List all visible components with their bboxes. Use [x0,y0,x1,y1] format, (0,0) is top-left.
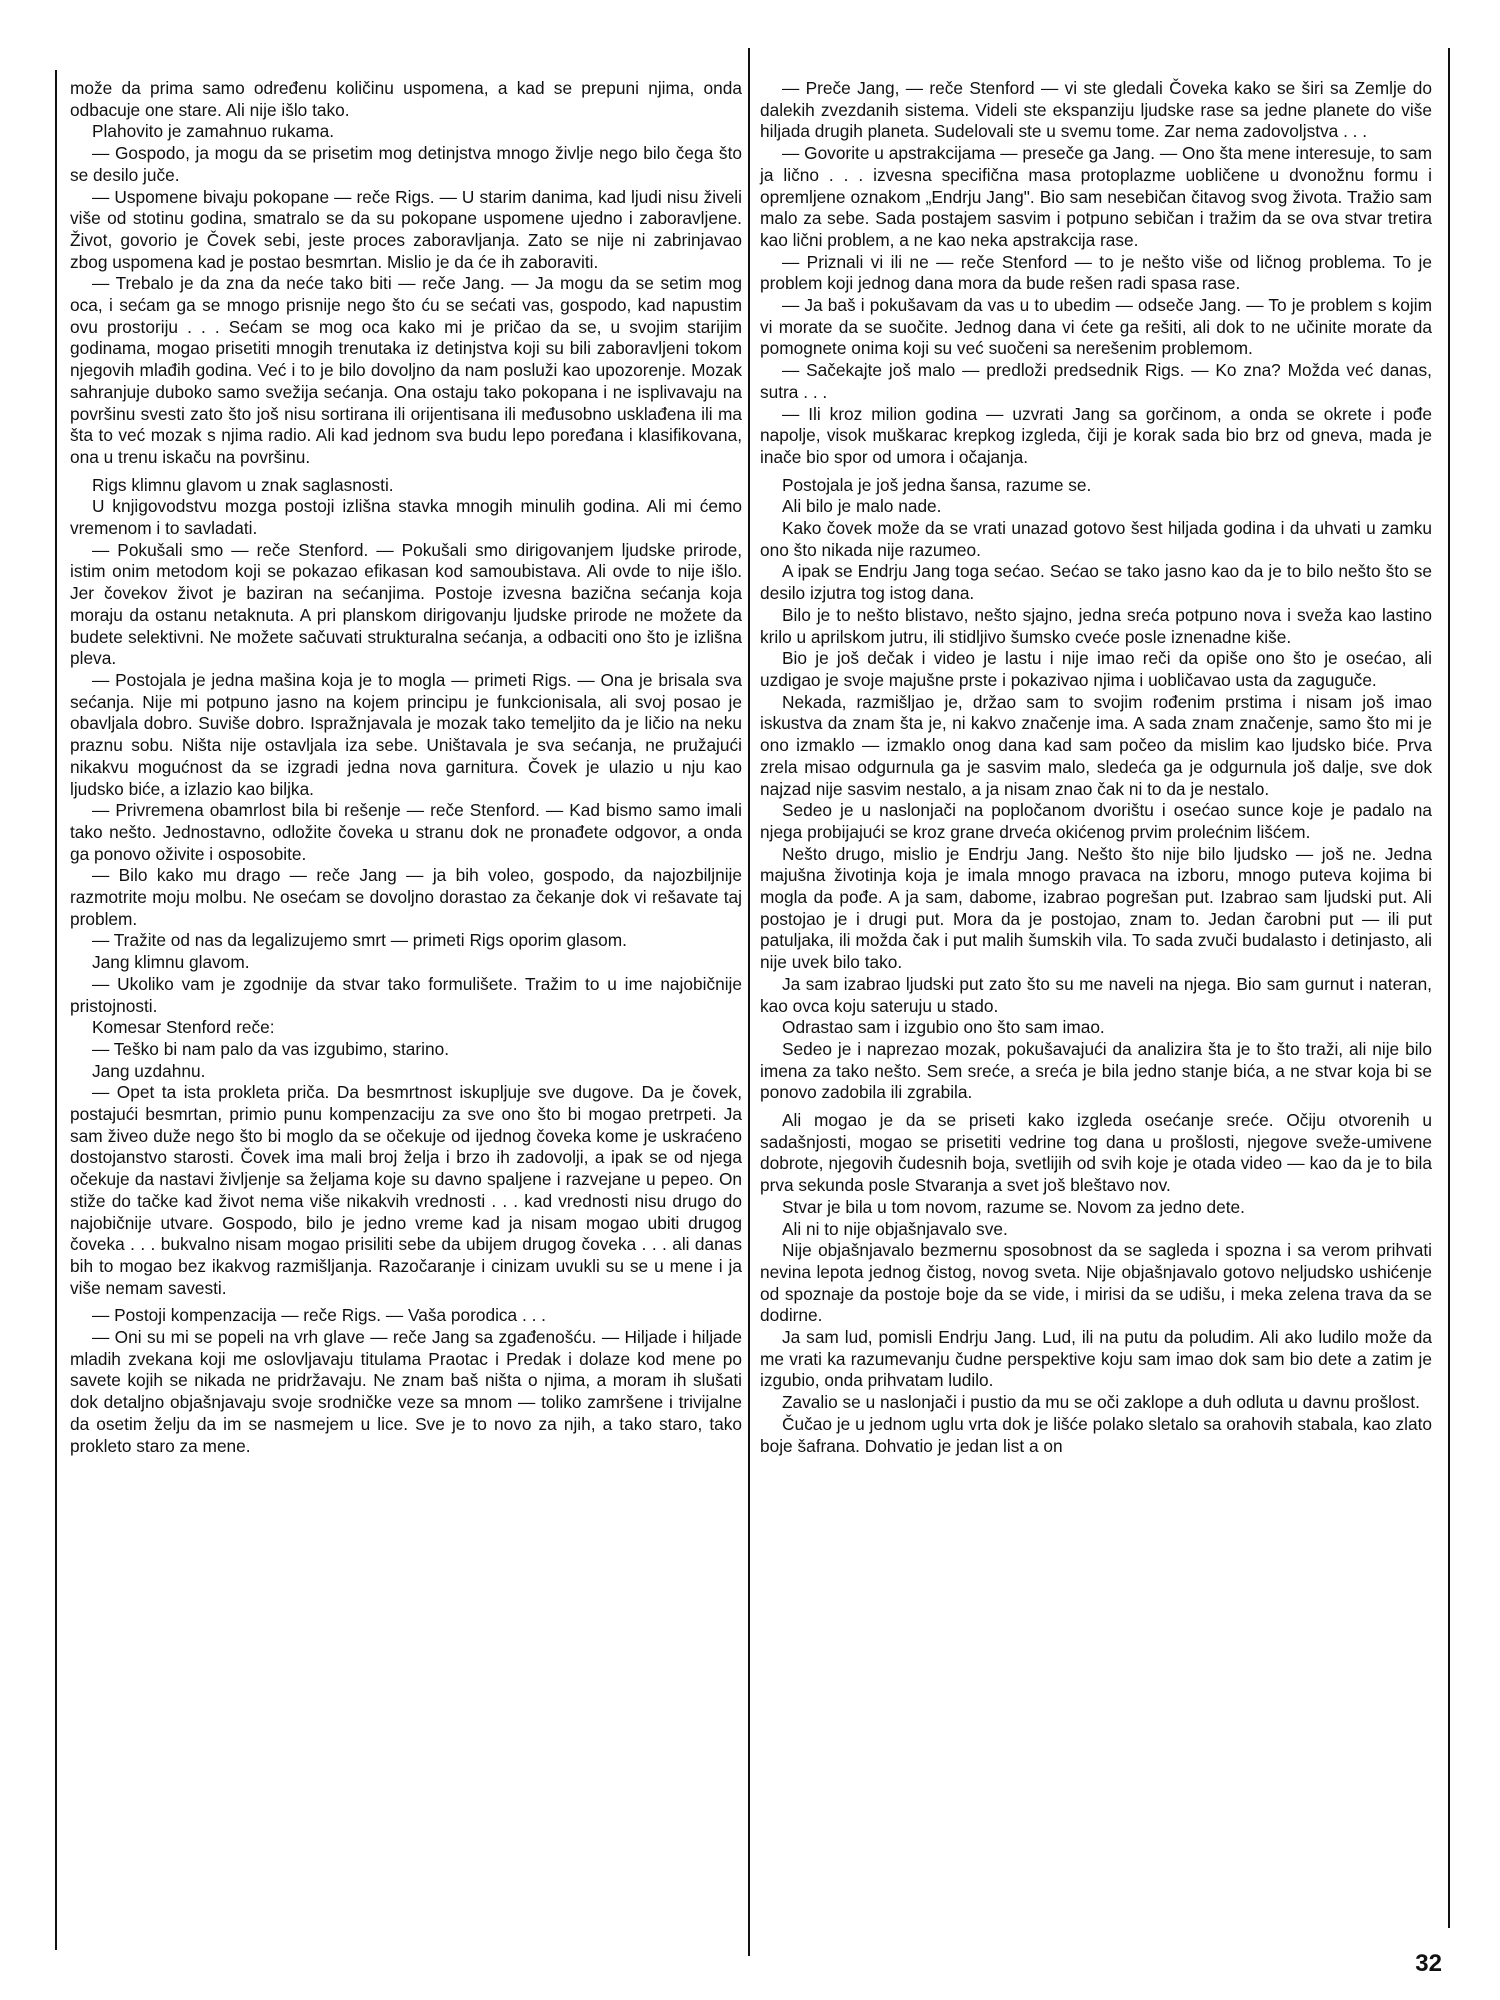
paragraph: — Postojala je jedna mašina koja je to mogla — primeti Rigs. — Ona je brisala sva sećanja. Nije mi potpuno jasno na kojem principu je funkcionisala, ali svoj posao je obavljala dobro. Suviše dobro. Ispražnjavala je mozak tako temeljito da je ličio na neku praznu sobu. Ništa nije ostavljala iza sebe. Uništavala je sva sećanja, ne pružajući nikakvu mogućnost da se izgradi jedna nova garnitura. Čovek je ulazio u nju kao ljudsko biće, a izlazio kao biljka. [70,669,742,799]
paragraph: Čučao je u jednom uglu vrta dok je lišće polako sletalo sa orahovih stabala, kao zlato boje šafrana. Dohvatio je jedan list a on [760,1413,1432,1456]
paragraph: Sedeo je i naprezao mozak, pokušavajući da analizira šta je to što traži, ali nije bilo imena za tako nešto. Sem sreće, a sreća je bila jedno stanje bića, a ne stvar koja bi se ponovo zadobila ili zgrabila. [760,1038,1432,1103]
paragraph: — Oni su mi se popeli na vrh glave — reče Jang sa zgađenošću. — Hiljade i hiljade mladih zvekana koji me oslovljavaju titulama Praotac i Predak i dolaze kod mene po savete kojih se nikada ne pridržavaju. Ne znam baš ništa o njima, a moram ih slušati dok detaljno objašnjavaju svoje srodničke veze sa mnom — toliko zamršene i trivijalne da osetim želju da im se nasmejem u lice. Sve je to novo za njih, a tako staro, tako prokleto staro za mene. [70,1327,742,1456]
paragraph: Ali mogao je da se priseti kako izgleda osećanje sreće. Očiju otvorenih u sadašnjosti, mogao se prisetiti vedrine tog dana u prošlosti, njegove sveže-umivene dobrote, njegovih čudesnih boja, svetlijih od svih koje je otada video — kao da je to bila prva sekunda posle Stvaranja a svet još bleštavo nov. [760,1110,1432,1196]
left-text-column [70,78,742,1457]
paragraph: može da prima samo određenu količinu uspomena, a kad se prepuni njima, onda odbacuje one stare. Ali nije išlo tako. [70,78,742,120]
paragraph: — Trebalo je da zna da neće tako biti — reče Jang. — Ja mogu da se setim mog oca, i sećam ga se mnogo prisnije nego što ću se sećati vas, gospodo, kad napustim ovu prostoriju . . . Sećam se mog oca kako mi je pričao da se, u svojim starijim godinama, mogao prisetiti mnogih trenutaka iz detinjstva koji su bili zaboravljeni tokom njegovih mlađih godina. Već i to je bilo dovoljno da nam posluži kao upozorenje. Mozak sahranjuje duboko samo svežija sećanja. Ona ostaju tako pokopana i ne isplivavaju na površinu svesti zato što još nisu sortirana ili orijentisana ili međusobno usklađena ili ma šta to već mozak s njima radio. Ali kad jednom sva budu lepo poređana i klasifikovana, ona u trenu iskaču na površinu. [70,273,742,467]
paragraph: Nešto drugo, mislio je Endrju Jang. Nešto što nije bilo ljudsko — još ne. Jedna majušna životinja koja je imala mnogo pravaca na izboru, mnogo puteva kojima bi mogla da pođe. A ja sam, dabome, izabrao pogrešan put. Izabrao sam ljudski put. Ali postojao je i drugi put. Mora da je postojao, znam to. Jedan čarobni put — ili put patuljaka, ili možda čak i put malih šumskih vila. To sada zvuči budalasto i detinjasto, ali nije uvek bilo tako. [760,843,1432,973]
paragraph: A ipak se Endrju Jang toga sećao. Sećao se tako jasno kao da je to bilo nešto što se desilo izjutra tog istog dana. [760,561,1432,604]
paragraph: — Sačekajte još malo — predloži predsednik Rigs. — Ko zna? Možda već danas, sutra . . . [760,360,1432,402]
column-divider-rule [748,48,750,1956]
paragraph: — Ukoliko vam je zgodnije da stvar tako formulišete. Tražim to u ime najobičnije pristojnosti. [70,973,742,1016]
paragraph: Bio je još dečak i video je lastu i nije imao reči da opiše ono što je osećao, ali uzdigao je svoje majušne prste i pokazivao njima i uobličavao usta da zaguguče. [760,648,1432,690]
paragraph: U knjigovodstvu mozga postoji izlišna stavka mnogih minulih godina. Ali mi ćemo vremenom i to savladati. [70,496,742,539]
paragraph: Bilo je to nešto blistavo, nešto sjajno, jedna sreća potpuno nova i sveža kao lastino krilo u aprilskom jutru, ili stidljivo šumsko cveće posle iznenadne kiše. [760,604,1432,647]
paragraph: — Ja baš i pokušavam da vas u to ubedim — odseče Jang. — To je problem s kojim vi morate da se suočite. Jednog dana vi ćete ga rešiti, ali dok to ne učinite morate da pomognete onima koji su već suočeni sa nerešenim problemom. [760,295,1432,359]
paragraph: Nekada, razmišljao je, držao sam to svojim rođenim prstima i nisam još imao iskustva da znam šta je, ni kakvo značenje ima. A sada znam značenje, samo što mi je ono izmaklo — izmaklo onog dana kad sam počeo da mislim kao ljudsko biće. Prva zrela misao odgurnula ga je sasvim malo, sledeća ga je odgurnula još dalje, sve dok najzad nije sasvim nestalo, a ja nisam znao čak ni to da je nestalo. [760,691,1432,799]
paragraph: — Gospodo, ja mogu da se prisetim mog detinjstva mnogo življe nego bilo čega što se desilo juče. [70,143,742,185]
paragraph: Jang klimnu glavom. [92,952,250,973]
paragraph: Postojala je još jedna šansa, razume se. [782,474,1092,495]
paragraph: — Opet ta ista prokleta priča. Da besmrtnost iskupljuje sve dugove. Da je čovek, postajući besmrtan, primio punu kompenzaciju za sve ono što bi mogao pretrpeti. Ja sam živeo duže nego što bi moglo da se očekuje od ijednog čoveka kome je uskraćeno dostojanstvo starosti. Čovek ima mali broj želja i brzo ih zadovolji, a ipak se od njega očekuje da nastavi življenje sa željama koje su davno spaljene i razvejane u pepeo. On stiže do tačke kad život nema više nikakvih vrednosti . . . kad vrednosti nisu drugo do najobičnije utvare. Gospodo, bilo je jedno vreme kad ja nisam mogao ubiti drugog čoveka . . . bukvalno nisam mogao prisiliti sebe da ubijem drugog čoveka . . . ali danas bih to mogao bez ikakvog razmišljanja. Razočaranje i cinizam uvukli su se u mene i ja više nemam savesti. [70,1082,742,1298]
paragraph: Ja sam lud, pomisli Endrju Jang. Lud, ili na putu da poludim. Ali ako ludilo može da me vrati ka razumevanju čudne perspektive koju sam imao dok sam bio dete a zatim je izgubio, onda prihvatam ludilo. [760,1327,1432,1391]
paragraph: Odrastao sam i izgubio ono što sam imao. [782,1017,1105,1038]
page-number: 32 [1415,1950,1442,1977]
paragraph: Sedeo je u naslonjači na popločanom dvorištu i osećao sunce koje je padalo na njega probijajući se kroz grane drveća okićenog prvim prolećnim lišćem. [760,800,1432,842]
paragraph: Ali ni to nije objašnjavalo sve. [782,1218,1008,1239]
paragraph: — Bilo kako mu drago — reče Jang — ja bih voleo, gospodo, da najozbiljnije razmotrite moju molbu. Ne osećam se dovoljno dorastao za čekanje dok vi rešavate taj problem. [70,865,742,929]
paragraph: Nije objašnjavalo bezmernu sposobnost da se sagleda i spozna i sa verom prihvati nevina lepota jednog čistog, novog sveta. Nije objašnjavalo gotovo neljudsko ushićenje od spoznaje da postoje boje da se vide, i mirisi da se udišu, i meka zelena trava da se dodirne. [760,1240,1432,1326]
paragraph: Zavalio se u naslonjači i pustio da mu se oči zaklope a duh odluta u davnu prošlost. [782,1392,1420,1413]
right-border-rule [1448,48,1450,1928]
paragraph: Jang uzdahnu. [92,1060,206,1081]
paragraph: — Teško bi nam palo da vas izgubimo, starino. [92,1038,450,1059]
paragraph: — Pokušali smo — reče Stenford. — Pokušali smo dirigovanjem ljudske prirode, istim onim metodom koji se pokazao efikasan kod samoubistava. Ali ovde to nije išlo. Jer čovekov život je baziran na sećanjima. Postoje izvesna bazična sećanja koja moraju da ostanu netaknuta. A pri planskom dirigovanju ljudske prirode ne možete da budete selektivni. Ne možete sačuvati strukturalna sećanja, a odbaciti ono što je izlišna pleva. [70,539,742,669]
paragraph: — Priznali vi ili ne — reče Stenford — to je nešto više od ličnog problema. To je problem koji jednog dana mora da bude rešen radi spasa rase. [760,251,1432,294]
paragraph: Plahovito je zamahnuo rukama. [92,121,335,142]
paragraph: — Ili kroz milion godina — uzvrati Jang sa gorčinom, a onda se okrete i pođe napolje, visok muškarac krepkog izgleda, čiji je korak sada bio brz od gneva, mada je inače bio spor od umora i očajanja. [760,403,1432,467]
paragraph: — Tražite od nas da legalizujemo smrt — primeti Rigs oporim glasom. [92,930,627,951]
paragraph: — Privremena obamrlost bila bi rešenje — reče Stenford. — Kad bismo samo imali tako nešto. Jednostavno, odložite čoveka u stranu dok ne pronađete odgovor, a onda ga ponovo oživite i osposobite. [70,800,742,864]
paragraph: — Govorite u apstrakcijama — preseče ga Jang. — Ono šta mene interesuje, to sam ja lično . . . izvesna specifična masa protoplazme uobličene u dvonožnu formu i opremljene oznakom „Endrju Jang". Bio sam nesebičan čitavog svog života. Tražio sam malo za sebe. Sada postajem sasvim i potpuno sebičan i tražim da se ova stvar tretira kao lični problem, a ne kao neka apstrakcija rase. [760,143,1432,250]
paragraph: Kako čovek može da se vrati unazad gotovo šest hiljada godina i da uhvati u zamku ono što nikada nije razumeo. [760,518,1432,560]
paragraph: — Uspomene bivaju pokopane — reče Rigs. — U starim danima, kad ljudi nisu živeli više od stotinu godina, smatralo se da su pokopane uspomene ujedno i zaboravljene. Život, govorio je Čovek sebi, jeste proces zaboravljanja. Zato se nije ni zabrinjavao zbog uspomena kad je postao besmrtan. Mislio je da će ih zaboraviti. [70,186,742,272]
paragraph: Ja sam izabrao ljudski put zato što su me naveli na njega. Bio sam gurnut i nateran, kao ovca koju sateruju u stado. [760,973,1432,1016]
left-border-rule [55,70,57,1950]
paragraph: Ali bilo je malo nade. [782,496,942,517]
paragraph: Stvar je bila u tom novom, razume se. Novom za jedno dete. [782,1196,1245,1217]
right-text-column [760,78,1432,1457]
paragraph: — Postoji kompenzacija — reče Rigs. — Vaša porodica . . . [92,1305,546,1326]
paragraph: — Preče Jang, — reče Stenford — vi ste gledali Čoveka kako se širi sa Zemlje do dalekih zvezdanih sistema. Videli ste ekspanziju ljudske rase sa jedne planete do više hiljada drugih planeta. Sudelovali ste u svemu tome. Zar nema zadovoljstva . . . [760,78,1432,142]
paragraph: Komesar Stenford reče: [92,1017,275,1038]
paragraph: Rigs klimnu glavom u znak saglasnosti. [92,474,394,495]
